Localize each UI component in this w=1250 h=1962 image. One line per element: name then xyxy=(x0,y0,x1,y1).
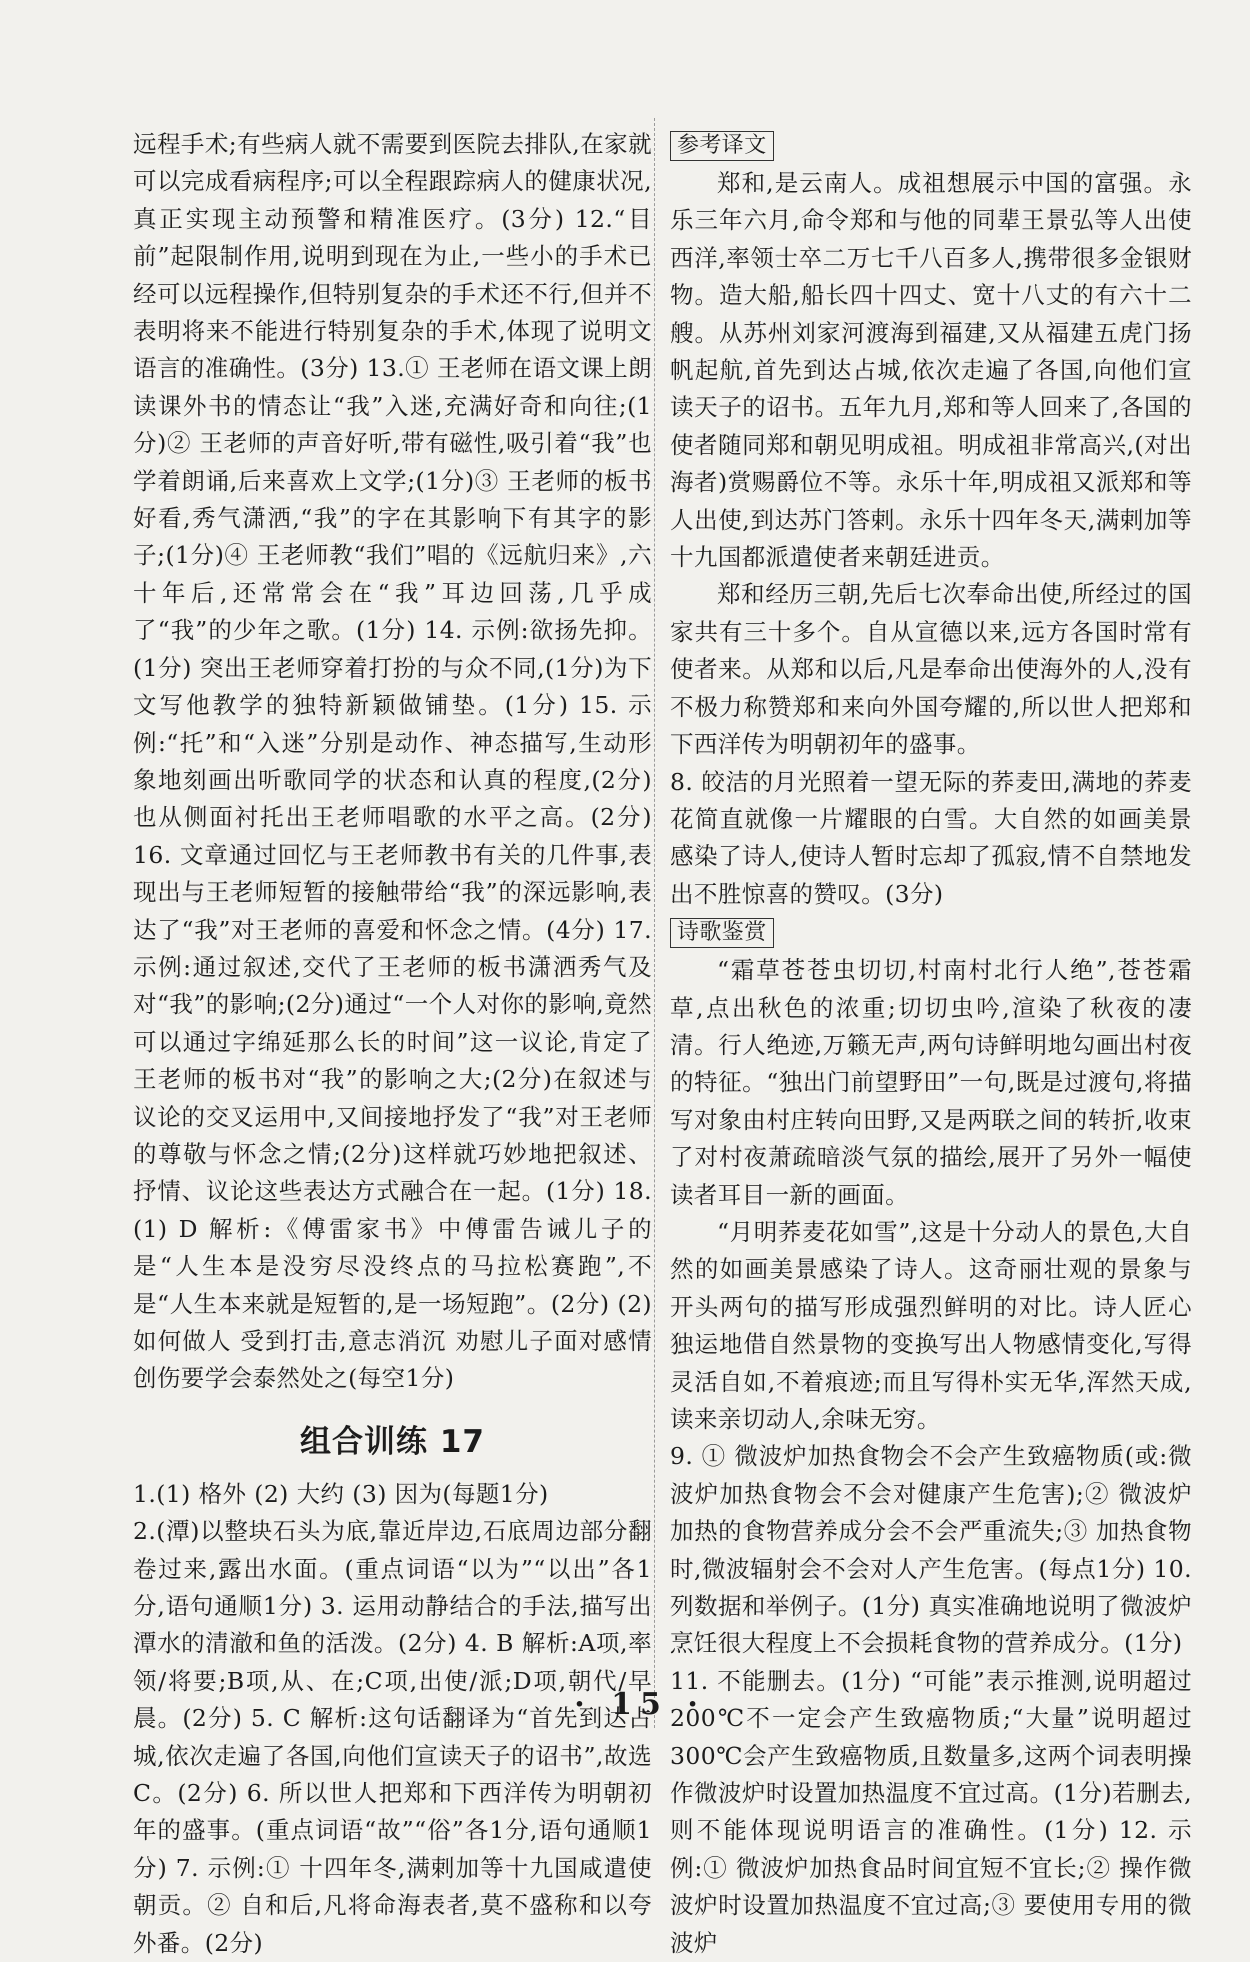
poetry-paragraph-1: “霜草苍苍虫切切,村南村北行人绝”,苍苍霜草,点出秋色的浓重;切切虫吟,渲染了秋夜的凄清。行人绝迹,万籁无声,两句诗鲜明地勾画出村夜的特征。“独出门前望野田”一句,既是过渡句,将描写对象由村庄转向田野,又是两联之间的转折,收束了对村夜萧疏暗淡气氛的描绘,展开了另外一幅使读者耳目一新的画面。 xyxy=(670,956,1192,1209)
answer-item-1: 1.(1) 格外 (2) 大约 (3) 因为(每题1分) xyxy=(133,1479,549,1508)
poetry-paragraph-2: “月明荞麦花如雪”,这是十分动人的景色,大自然的如画美景感染了诗人。这奇丽壮观的景象与开头两句的描写形成强烈鲜明的对比。诗人匠心独运地借自然景物的变换写出人物感情变化,写得灵活自如,不着痕迹;而且写得朴实无华,浑然天成,读来亲切动人,余味无穷。 xyxy=(670,1217,1192,1433)
answer-items-11-12: 11. 不能删去。(1分) “可能”表示推测,说明超过200℃不一定会产生致癌物质;“大量”说明超过300℃会产生致癌物质,且数量多,这两个词表明操作微波炉时设置加热温度不宜过高。(1分)若删去,则不能体现说明语言的准确性。(1分) 12. 示例:① 微波炉加热食品时间宜短不宜长;② 操作微波炉时设置加热温度不宜过高;③ 要使用专用的微波炉 xyxy=(670,1666,1192,1957)
answer-items-2-7: 2.(潭)以整块石头为底,靠近岸边,石底周边部分翻卷过来,露出水面。(重点词语“以为”“以出”各1分,语句通顺1分) 3. 运用动静结合的手法,描写出潭水的清澈和鱼的活泼。(2分) 4. B 解析:A项,率领/将要;B项,从、在;C项,出使/派;D项,朝代/早晨。(2分) 5. C 解析:这句话翻译为“首先到达占城,依次走遍了各国,向他们宣读天子的诏书”,故选C。(2分) 6. 所以世人把郑和下西洋传为明朝初年的盛事。(重点词语“故”“俗”各1分,语句通顺1分) 7. 示例:① 十四年冬,满剌加等十九国咸遣使朝贡。② 自和后,凡将命海表者,莫不盛称和以夸外番。(2分) xyxy=(133,1517,652,1957)
answer-items-9-10: 9. ① 微波炉加热食物会不会产生致癌物质(或:微波炉加热食物会不会对健康产生危害);② 微波炉加热的食物营养成分会不会严重流失;③ 加热食物时,微波辐射会不会对人产生危害。(每点1分) 10. 列数据和举例子。(1分) 真实准确地说明了微波炉烹饪很大程度上不会损耗食物的营养成分。(1分) xyxy=(670,1442,1192,1658)
translation-tag: 参考译文 xyxy=(670,131,774,161)
page-number: · 15 · xyxy=(574,1687,706,1722)
answer-block-continued: 远程手术;有些病人就不需要到医院去排队,在家就可以完成看病程序;可以全程跟踪病人的健康状况,真正实现主动预警和精准医疗。(3分) 12.“目前”起限制作用,说明到现在为止,一些小的手术已经可以远程操作,但特别复杂的手术还不行,但并不表明将来不能进行特别复杂的手术,体现了说明文语言的准确性。(3分) 13.① 王老师在语文课上朗读课外书的情态让“我”入迷,充满好奇和向往;(1分)② 王老师的声音好听,带有磁性,吸引着“我”也学着朗诵,后来喜欢上文学;(1分)③ 王老师的板书好看,秀气潇洒,“我”的字在其影响下有其字的影子;(1分)④ 王老师教“我们”唱的《远航归来》,六十年后,还常常会在“我”耳边回荡,几乎成了“我”的少年之歌。(1分) 14. 示例:欲扬先抑。(1分) 突出王老师穿着打扮的与众不同,(1分)为下文写他教学的独特新颖做铺垫。(1分) 15. 示例:“托”和“入迷”分别是动作、神态描写,生动形象地刻画出听歌同学的状态和认真的程度,(2分)也从侧面衬托出王老师唱歌的水平之高。(2分) 16. 文章通过回忆与王老师教书有关的几件事,表现出与王老师短暂的接触带给“我”的深远影响,表达了“我”对王老师的喜爱和怀念之情。(4分) 17. 示例:通过叙述,交代了王老师的板书潇洒秀气及对“我”的影响;(2分)通过“一个人对你的影响,竟然可以通过字绵延那么长的时间”这一议论,肯定了王老师的板书对“我”的影响之大;(2分)在叙述与议论的交叉运用中,又间接地抒发了“我”对王老师的尊敬与怀念之情;(2分)这样就巧妙地把叙述、抒情、议论这些表达方式融合在一起。(1分) 18.(1) D 解析:《傅雷家书》中傅雷告诫儿子的是“人生本是没穷尽没终点的马拉松赛跑”,不是“人生本来就是短暂的,是一场短跑”。(2分) (2) 如何做人 受到打击,意志消沉 劝慰儿子面对感情创伤要学会泰然处之(每空1分) xyxy=(133,130,652,1393)
section-title: 组合训练 17 xyxy=(300,1423,485,1460)
translation-paragraph-2: 郑和经历三朝,先后七次奉命出使,所经过的国家共有三十多个。自从宣德以来,远方各国时常有使者来。从郑和以后,凡是奉命出使海外的人,没有不极力称赞郑和来向外国夸耀的,所以世人把郑和下西洋传为明朝初年的盛事。 xyxy=(670,580,1192,759)
column-divider xyxy=(654,118,655,1728)
translation-paragraph-1: 郑和,是云南人。成祖想展示中国的富强。永乐三年六月,命令郑和与他的同辈王景弘等人出使西洋,率领士卒二万七千八百多人,携带很多金银财物。造大船,船长四十四丈、宽十八丈的有六十二艘。从苏州刘家河渡海到福建,又从福建五虎门扬帆起航,首先到达占城,依次走遍了各国,向他们宣读天子的诏书。五年九月,郑和等人回来了,各国的使者随同郑和朝见明成祖。明成祖非常高兴,(对出海者)赏赐爵位不等。永乐十年,明成祖又派郑和等人出使,到达苏门答剌。永乐十四年冬天,满剌加等十九国都派遣使者来朝廷进贡。 xyxy=(670,169,1192,572)
poetry-tag: 诗歌鉴赏 xyxy=(670,918,774,948)
right-column xyxy=(670,126,1192,1962)
answer-item-8: 8. 皎洁的月光照着一望无际的荞麦田,满地的荞麦花简直就像一片耀眼的白雪。大自然的如画美景感染了诗人,使诗人暂时忘却了孤寂,情不自禁地发出不胜惊喜的赞叹。(3分) xyxy=(670,767,1192,908)
